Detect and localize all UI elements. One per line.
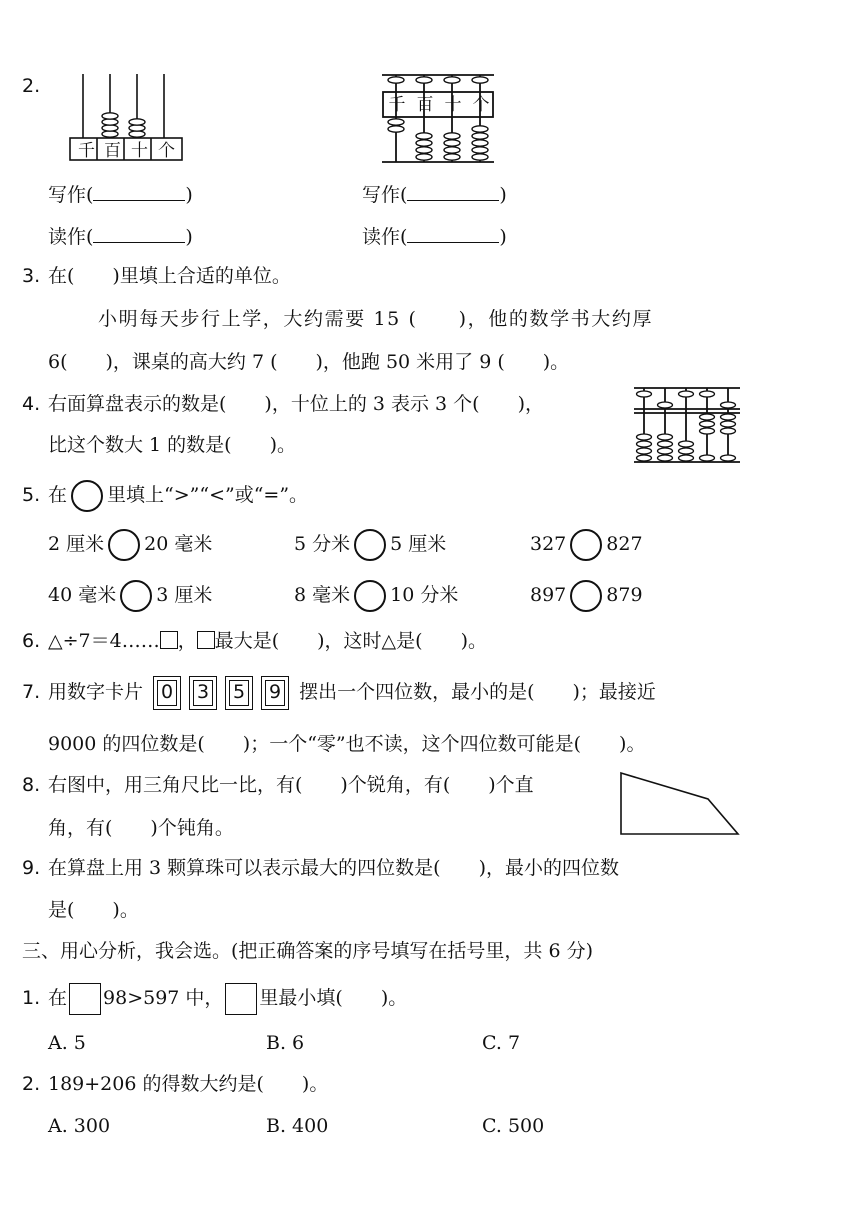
s3q2-number: 2. bbox=[22, 1073, 41, 1095]
abacus-1-label-hundreds: 百 bbox=[104, 141, 121, 161]
compare-circle[interactable] bbox=[120, 580, 152, 612]
q5-compare-1-1: 2 厘米 20 毫米 bbox=[48, 526, 212, 562]
q6-number: 6. bbox=[22, 630, 41, 652]
compare-circle[interactable] bbox=[354, 580, 386, 612]
abacus-1-label-thousands: 千 bbox=[78, 141, 95, 161]
q3-instruction: 在( )里填上合适的单位。 bbox=[48, 265, 291, 287]
q6-text: △÷7＝4…… ， 最大是( )，这时△是( )。 bbox=[48, 630, 487, 652]
s3q2-option-b[interactable]: B. 400 bbox=[266, 1115, 329, 1137]
abacus-3-figure bbox=[632, 384, 742, 466]
abacus-2-label-thousands: 千 bbox=[388, 95, 406, 115]
square-symbol-icon bbox=[160, 631, 178, 649]
q2-read-right-blank[interactable] bbox=[407, 224, 499, 243]
s3q1-text: 在 98>597 中， 里最小填( )。 bbox=[48, 980, 407, 1016]
q3-number: 3. bbox=[22, 265, 41, 287]
q5-compare-2-3: 897 879 bbox=[530, 577, 643, 613]
abacus-2-label-tens: 十 bbox=[444, 95, 462, 115]
s3q1-option-c[interactable]: C. 7 bbox=[482, 1032, 521, 1054]
number-card-0: 0 bbox=[153, 676, 181, 710]
s3q2-option-a[interactable]: A. 300 bbox=[48, 1115, 111, 1137]
quadrilateral-figure bbox=[618, 770, 744, 838]
q3-text-line1: 小明每天步行上学，大约需要 15 ( )，他的数学书大约厚 bbox=[98, 308, 654, 330]
abacus-1-label-ones: 个 bbox=[158, 141, 175, 161]
q2-number: 2. bbox=[22, 75, 41, 97]
q2-write-left-blank[interactable] bbox=[93, 182, 185, 201]
s3q1-option-b[interactable]: B. 6 bbox=[266, 1032, 305, 1054]
circle-symbol-icon bbox=[71, 480, 103, 512]
s3q1-number: 1. bbox=[22, 987, 41, 1009]
q4-number: 4. bbox=[22, 393, 41, 415]
section-3-title: 三、用心分析，我会选。(把正确答案的序号填写在括号里，共 6 分) bbox=[22, 940, 593, 962]
q4-text-line1: 右面算盘表示的数是( )，十位上的 3 表示 3 个( )， bbox=[48, 393, 544, 415]
compare-circle[interactable] bbox=[354, 529, 386, 561]
q2-write-right-blank[interactable] bbox=[407, 182, 499, 201]
q5-number: 5. bbox=[22, 484, 41, 506]
q8-number: 8. bbox=[22, 774, 41, 796]
q7-number: 7. bbox=[22, 681, 41, 703]
q7-text-line2: 9000 的四位数是( )；一个“零”也不读，这个四位数可能是( )。 bbox=[48, 733, 646, 755]
q2-write-right: 写作( ) bbox=[362, 184, 507, 206]
digit-box[interactable] bbox=[225, 983, 257, 1015]
q2-read-right: 读作( ) bbox=[362, 226, 507, 248]
q3-text-line2: 6( )，课桌的高大约 7 ( )，他跑 50 米用了 9 ( )。 bbox=[48, 351, 570, 373]
q8-text-line2: 角，有( )个钝角。 bbox=[48, 817, 234, 839]
s3q1-option-a[interactable]: A. 5 bbox=[48, 1032, 86, 1054]
abacus-1-label-tens: 十 bbox=[131, 141, 148, 161]
q2-read-left-blank[interactable] bbox=[93, 224, 185, 243]
s3q2-text: 189+206 的得数大约是( )。 bbox=[48, 1073, 329, 1095]
q2-read-left: 读作( ) bbox=[48, 226, 193, 248]
number-card-9: 9 bbox=[261, 676, 289, 710]
q7-text-line1: 用数字卡片 0 3 5 9 摆出一个四位数，最小的是( )；最接近 bbox=[48, 674, 656, 710]
compare-circle[interactable] bbox=[108, 529, 140, 561]
q8-text-line1: 右图中，用三角尺比一比，有( )个锐角，有( )个直 bbox=[48, 774, 534, 796]
q9-text-line1: 在算盘上用 3 颗算珠可以表示最大的四位数是( )，最小的四位数 bbox=[48, 857, 619, 879]
q4-text-line2: 比这个数大 1 的数是( )。 bbox=[48, 434, 296, 456]
square-symbol-icon bbox=[197, 631, 215, 649]
s3q2-option-c[interactable]: C. 500 bbox=[482, 1115, 545, 1137]
compare-circle[interactable] bbox=[570, 529, 602, 561]
q9-number: 9. bbox=[22, 857, 41, 879]
number-card-3: 3 bbox=[189, 676, 217, 710]
abacus-2-figure bbox=[380, 70, 500, 166]
q5-instruction: 在 里填上“>”“<”或“=”。 bbox=[48, 477, 308, 513]
q5-compare-2-1: 40 毫米 3 厘米 bbox=[48, 577, 212, 613]
abacus-2-label-hundreds: 百 bbox=[416, 95, 434, 115]
q5-compare-2-2: 8 毫米 10 分米 bbox=[294, 577, 458, 613]
digit-box[interactable] bbox=[69, 983, 101, 1015]
q5-compare-1-2: 5 分米 5 厘米 bbox=[294, 526, 446, 562]
q5-compare-1-3: 327 827 bbox=[530, 526, 643, 562]
number-card-5: 5 bbox=[225, 676, 253, 710]
q2-write-left: 写作( ) bbox=[48, 184, 193, 206]
abacus-2-label-ones: 个 bbox=[472, 95, 490, 115]
compare-circle[interactable] bbox=[570, 580, 602, 612]
q9-text-line2: 是( )。 bbox=[48, 899, 139, 921]
